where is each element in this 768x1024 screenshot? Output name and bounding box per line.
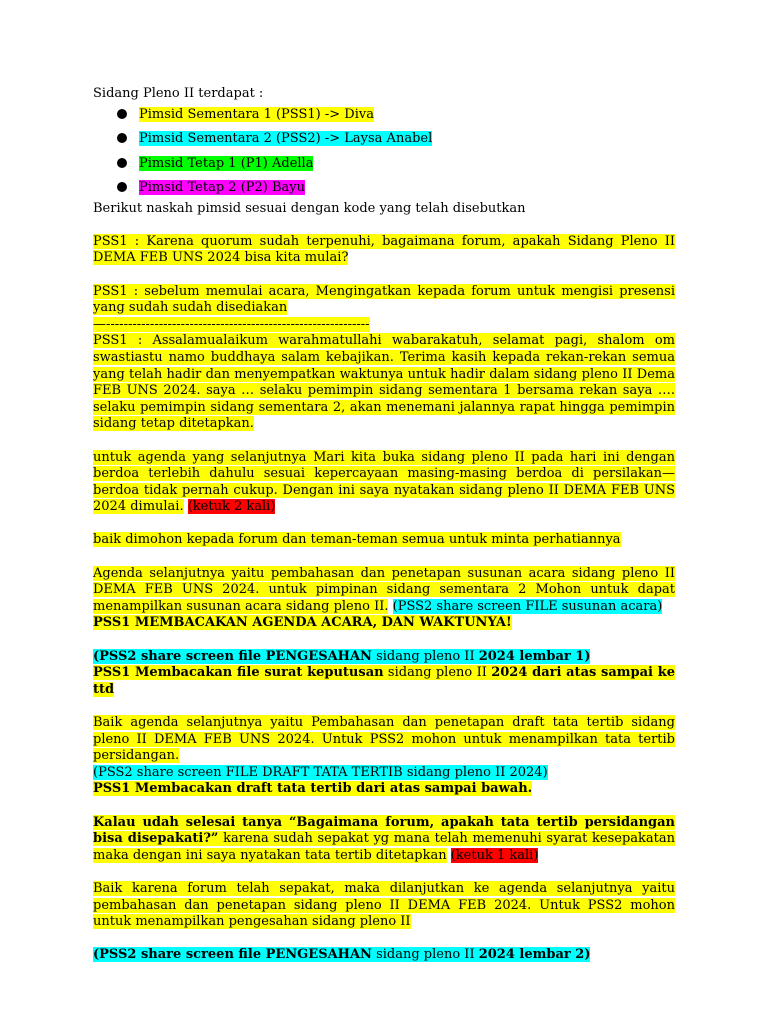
share-pengesahan-2 [93, 947, 675, 964]
ketuk-2-kali-note: (ketuk 2 kali) [187, 499, 276, 515]
paragraph-presensi [93, 284, 675, 317]
paragraph-presensi-text: PSS1 : sebelum memulai acara, Mengingatkan kepada forum untuk mengisi presensi yang sudah sudah disediakan [93, 283, 675, 316]
instruction-surat-plain: sidang pleno II [383, 665, 492, 681]
document-body [93, 86, 675, 964]
paragraph-quorum-text: PSS1 : Karena quorum sudah terpenuhi, bagaimana forum, apakah Sidang Pleno II DEMA FEB UNS 2024 bisa kita mulai? [93, 233, 675, 266]
paragraph-kesepakatan [93, 815, 675, 865]
bullet-text-pss2: Pimsid Sementara 2 (PSS2) -> Laysa Anabel [139, 131, 433, 147]
share-pengesahan-1-bold-a: (PSS2 share screen file PENGESAHAN [93, 648, 372, 664]
after-bullets-line [93, 201, 675, 218]
instruction-surat-bold-a: PSS1 Membacakan file surat keputusan [93, 665, 384, 681]
paragraph-kesepakatan-text: karena sudah sepakat yg mana telah memenuhi syarat kesepakatan maka dengan ini saya nyatakan tata tertib ditetapkan [93, 831, 675, 863]
share-pengesahan-2-bold-a: (PSS2 share screen file PENGESAHAN [93, 947, 372, 963]
bullet-text-p1: Pimsid Tetap 1 (P1) Adella [139, 155, 314, 171]
bullet-dot-icon [117, 182, 127, 192]
list-item [93, 176, 675, 201]
instruction-agenda [93, 615, 675, 632]
instruction-surat-keputusan [93, 665, 675, 698]
after-bullets-text: Berikut naskah pimsid sesuai dengan kode yang telah disebutkan [93, 200, 526, 216]
paragraph-perhatian [93, 532, 675, 549]
bullet-dot-icon [117, 109, 127, 119]
intro-line [93, 86, 675, 103]
paragraph-berdoa [93, 450, 675, 516]
paragraph-salam-text: PSS1 : Assalamualaikum warahmatullahi wabarakatuh, selamat pagi, shalom om swastiastu namo buddhaya salam kebajikan. Terima kasih kepada rekan-rekan semua yang telah hadir dan menyempatkan waktunya untuk hadir dalam sidang pleno II Dema FEB UNS 2024. saya … selaku pemimpin sidang sementara 1 bersama rekan saya …. selaku pemimpin sidang sementara 2, akan menemani jalannya rapat hingga pemimpin sidang tetap ditetapkan. [93, 333, 675, 432]
paragraph-susunan-acara [93, 566, 675, 616]
separator-line [93, 317, 675, 334]
instruction-draft-text: PSS1 Membacakan draft tata tertib dari atas sampai bawah. [93, 781, 533, 797]
paragraph-perhatian-text: baik dimohon kepada forum dan teman-teman semua untuk minta perhatiannya [93, 532, 621, 548]
share-pengesahan-2-plain: sidang pleno II [371, 947, 479, 963]
share-pengesahan-1-bold-b: 2024 lembar 1) [478, 648, 591, 664]
instruction-draft [93, 781, 675, 798]
separator-dashes: —------------------------------------------------------------ [93, 316, 370, 332]
ketuk-1-kali-note: (ketuk 1 kali) [450, 847, 539, 863]
pimsid-list [93, 103, 675, 201]
share-screen-susunan-note: (PSS2 share screen FILE susunan acara) [392, 598, 663, 614]
intro-text: Sidang Pleno II terdapat : [93, 86, 264, 101]
share-pengesahan-1 [93, 649, 675, 666]
share-pengesahan-1-plain: sidang pleno II [371, 648, 479, 664]
paragraph-kesepakatan-bold: Kalau udah selesai tanya “Bagaimana forum, apakah tata tertib persidangan bisa disepakati?” [93, 814, 675, 847]
share-pengesahan-2-bold-b: 2024 lembar 2) [478, 947, 591, 963]
list-item [93, 103, 675, 128]
share-draft-tata-tertib [93, 765, 675, 782]
instruction-surat-bold-b: 2024 dari atas sampai ke ttd [93, 665, 675, 697]
bullet-dot-icon [117, 158, 127, 168]
instruction-agenda-text: PSS1 MEMBACAKAN AGENDA ACARA, DAN WAKTUNYA! [93, 615, 512, 631]
paragraph-quorum [93, 234, 675, 267]
bullet-text-pss1: Pimsid Sementara 1 (PSS1) -> Diva [139, 106, 374, 122]
paragraph-tata-tertib-text: Baik agenda selanjutnya yaitu Pembahasan dan penetapan draft tata tertib sidang pleno II DEMA FEB UNS 2024. Untuk PSS2 mohon untuk menampilkan tata tertib persidangan. [93, 715, 675, 764]
list-item [93, 152, 675, 177]
bullet-dot-icon [117, 133, 127, 143]
bullet-text-p2: Pimsid Tetap 2 (P2) Bayu [139, 180, 306, 196]
paragraph-salam [93, 333, 675, 433]
paragraph-pengesahan [93, 881, 675, 931]
paragraph-susunan-acara-text: Agenda selanjutnya yaitu pembahasan dan penetapan susunan acara sidang pleno II DEMA FEB UNS 2024. untuk pimpinan sidang sementara 2 Mohon untuk dapat menampilkan susunan acara sidang pleno II. [93, 565, 675, 614]
paragraph-tata-tertib [93, 715, 675, 765]
paragraph-berdoa-text: untuk agenda yang selanjutnya Mari kita buka sidang pleno II pada hari ini dengan berdoa terlebih dahulu sesuai kepercayaan masing-masing berdoa di persilakan—berdoa tidak pernah cukup. Dengan ini saya nyatakan sidang pleno II DEMA FEB UNS 2024 dimulai. [93, 449, 675, 515]
list-item [93, 127, 675, 152]
paragraph-pengesahan-text: Baik karena forum telah sepakat, maka dilanjutkan ke agenda selanjutnya yaitu pembahasan dan penetapan sidang pleno II DEMA FEB 2024. Untuk PSS2 mohon untuk menampilkan pengesahan sidang pleno II [93, 880, 675, 930]
share-draft-tata-tertib-text: (PSS2 share screen FILE DRAFT TATA TERTIB sidang pleno II 2024) [93, 764, 548, 780]
